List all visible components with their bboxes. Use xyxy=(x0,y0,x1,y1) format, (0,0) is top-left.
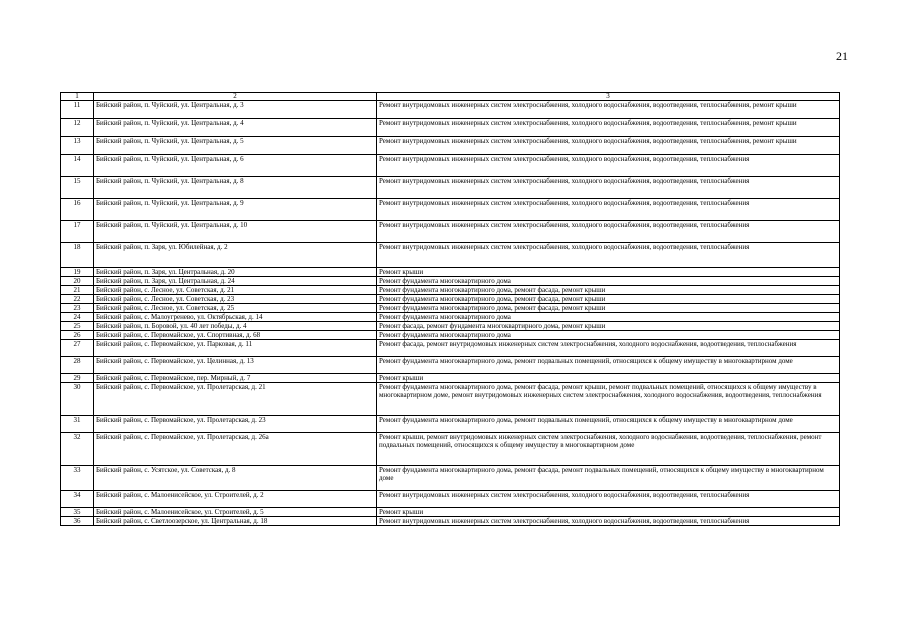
row-number: 25 xyxy=(61,322,94,331)
table-row xyxy=(61,322,840,331)
row-number: 13 xyxy=(61,137,94,155)
row-number: 19 xyxy=(61,268,94,277)
row-address: Бийский район, с. Малоугренево, ул. Октябрьская, д. 14 xyxy=(94,313,377,322)
row-address: Бийский район, с. Лесное, ул. Советская, д. 25 xyxy=(94,304,377,313)
row-number: 29 xyxy=(61,374,94,383)
row-work: Ремонт внутридомовых инженерных систем электроснабжения, холодного водоснабжения, водоотведения, теплоснабжения, ремонт крыши xyxy=(377,101,840,119)
row-address: Бийский район, с. Первомайское, пер. Мирный, д. 7 xyxy=(94,374,377,383)
row-address: Бийский район, с. Светлоозерское, ул. Центральная, д. 18 xyxy=(94,517,377,526)
table-row xyxy=(61,295,840,304)
row-address: Бийский район, с. Лесное, ул. Советская, д. 21 xyxy=(94,286,377,295)
row-address: Бийский район, п. Заря, ул. Центральная, д. 24 xyxy=(94,277,377,286)
row-address: Бийский район, п. Чуйский, ул. Центральная, д. 6 xyxy=(94,155,377,177)
row-work: Ремонт фундамента многоквартирного дома, ремонт фасада, ремонт крыши, ремонт подвальных помещений, относящихся к общему имуществу в многоквартирном доме, ремонт внутридомовых инженерных систем электроснабжения, холодного водоснабжения, водоотведения, теплоснабжения xyxy=(377,383,840,416)
table-row xyxy=(61,286,840,295)
row-number: 23 xyxy=(61,304,94,313)
row-address: Бийский район, с. Первомайское, ул. Целинная, д. 13 xyxy=(94,357,377,374)
table-row xyxy=(61,268,840,277)
row-address: Бийский район, п. Чуйский, ул. Центральная, д. 9 xyxy=(94,199,377,221)
row-work: Ремонт крыши, ремонт внутридомовых инженерных систем электроснабжения, холодного водоснабжения, водоотведения, теплоснабжения, ремонт подвальных помещений, относящихся к общему имуществу в многоквартирном доме xyxy=(377,433,840,466)
row-address: Бийский район, с. Малоенисейское, ул. Строителей, д. 2 xyxy=(94,491,377,508)
row-address: Бийский район, п. Чуйский, ул. Центральная, д. 8 xyxy=(94,177,377,199)
row-work: Ремонт фундамента многоквартирного дома, ремонт фасада, ремонт подвальных помещений, относящихся к общему имуществу в многоквартирном доме xyxy=(377,466,840,491)
row-work: Ремонт фасада, ремонт фундамента многоквартирного дома, ремонт крыши xyxy=(377,322,840,331)
row-work: Ремонт фундамента многоквартирного дома xyxy=(377,331,840,340)
row-number: 26 xyxy=(61,331,94,340)
row-number: 21 xyxy=(61,286,94,295)
row-work: Ремонт внутридомовых инженерных систем электроснабжения, холодного водоснабжения, водоотведения, теплоснабжения xyxy=(377,221,840,243)
row-work: Ремонт фундамента многоквартирного дома, ремонт фасада, ремонт крыши xyxy=(377,295,840,304)
table-row xyxy=(61,374,840,383)
repair-table xyxy=(60,92,840,526)
row-address: Бийский район, п. Заря, ул. Юбилейная, д. 2 xyxy=(94,243,377,268)
row-number: 33 xyxy=(61,466,94,491)
row-address: Бийский район, с. Первомайское, ул. Пролетарская, д. 26а xyxy=(94,433,377,466)
table-row xyxy=(61,304,840,313)
table-row xyxy=(61,416,840,433)
row-work: Ремонт крыши xyxy=(377,508,840,517)
table-row xyxy=(61,517,840,526)
header-col-2: 2 xyxy=(94,93,377,101)
row-number: 30 xyxy=(61,383,94,416)
row-number: 32 xyxy=(61,433,94,466)
row-work: Ремонт фундамента многоквартирного дома, ремонт подвальных помещений, относящихся к общему имуществу в многоквартирном доме xyxy=(377,357,840,374)
row-address: Бийский район, с. Первомайское, ул. Пролетарская, д. 23 xyxy=(94,416,377,433)
row-address: Бийский район, с. Первомайское, ул. Парковая, д. 11 xyxy=(94,340,377,357)
row-work: Ремонт фундамента многоквартирного дома, ремонт фасада, ремонт крыши xyxy=(377,304,840,313)
table-row xyxy=(61,313,840,322)
row-address: Бийский район, п. Чуйский, ул. Центральная, д. 5 xyxy=(94,137,377,155)
row-work: Ремонт фундамента многоквартирного дома xyxy=(377,277,840,286)
row-work: Ремонт внутридомовых инженерных систем электроснабжения, холодного водоснабжения, водоотведения, теплоснабжения xyxy=(377,243,840,268)
row-number: 35 xyxy=(61,508,94,517)
table-row xyxy=(61,155,840,177)
row-number: 34 xyxy=(61,491,94,508)
table-row xyxy=(61,433,840,466)
row-address: Бийский район, п. Боровой, ул. 40 лет победы, д. 4 xyxy=(94,322,377,331)
row-address: Бийский район, с. Первомайское, ул. Пролетарская, д. 21 xyxy=(94,383,377,416)
table-row xyxy=(61,383,840,416)
row-number: 14 xyxy=(61,155,94,177)
table-row xyxy=(61,221,840,243)
row-address: Бийский район, с. Лесное, ул. Советская, д. 23 xyxy=(94,295,377,304)
row-number: 16 xyxy=(61,199,94,221)
header-col-3: 3 xyxy=(377,93,840,101)
row-number: 36 xyxy=(61,517,94,526)
header-col-1: 1 xyxy=(61,93,94,101)
row-address: Бийский район, п. Заря, ул. Центральная, д. 20 xyxy=(94,268,377,277)
row-address: Бийский район, п. Чуйский, ул. Центральная, д. 4 xyxy=(94,119,377,137)
row-work: Ремонт крыши xyxy=(377,268,840,277)
table-row xyxy=(61,177,840,199)
row-number: 12 xyxy=(61,119,94,137)
row-work: Ремонт внутридомовых инженерных систем электроснабжения, холодного водоснабжения, водоотведения, теплоснабжения xyxy=(377,199,840,221)
page-number: 21 xyxy=(836,49,848,63)
row-address: Бийский район, с. Первомайское, ул. Спортивная, д. 68 xyxy=(94,331,377,340)
row-work: Ремонт фундамента многоквартирного дома xyxy=(377,313,840,322)
row-work: Ремонт внутридомовых инженерных систем электроснабжения, холодного водоснабжения, водоотведения, теплоснабжения xyxy=(377,177,840,199)
table-row xyxy=(61,357,840,374)
table-row xyxy=(61,277,840,286)
row-address: Бийский район, п. Чуйский, ул. Центральная, д. 10 xyxy=(94,221,377,243)
row-work: Ремонт внутридомовых инженерных систем электроснабжения, холодного водоснабжения, водоотведения, теплоснабжения xyxy=(377,491,840,508)
row-work: Ремонт фундамента многоквартирного дома, ремонт фасада, ремонт крыши xyxy=(377,286,840,295)
table-row xyxy=(61,243,840,268)
table-row xyxy=(61,340,840,357)
table-row xyxy=(61,137,840,155)
row-work: Ремонт фасада, ремонт внутридомовых инженерных систем электроснабжения, холодного водоснабжения, водоотведения, теплоснабжения xyxy=(377,340,840,357)
row-number: 20 xyxy=(61,277,94,286)
row-number: 15 xyxy=(61,177,94,199)
row-number: 11 xyxy=(61,101,94,119)
row-number: 27 xyxy=(61,340,94,357)
row-work: Ремонт внутридомовых инженерных систем электроснабжения, холодного водоснабжения, водоотведения, теплоснабжения, ремонт крыши xyxy=(377,119,840,137)
row-number: 17 xyxy=(61,221,94,243)
row-work: Ремонт внутридомовых инженерных систем электроснабжения, холодного водоснабжения, водоотведения, теплоснабжения xyxy=(377,155,840,177)
table-row xyxy=(61,119,840,137)
row-number: 18 xyxy=(61,243,94,268)
row-work: Ремонт крыши xyxy=(377,374,840,383)
row-number: 31 xyxy=(61,416,94,433)
row-number: 22 xyxy=(61,295,94,304)
row-work: Ремонт фундамента многоквартирного дома, ремонт подвальных помещений, относящихся к общему имуществу в многоквартирном доме xyxy=(377,416,840,433)
row-address: Бийский район, с. Усятское, ул. Советская, д. 8 xyxy=(94,466,377,491)
table-row xyxy=(61,491,840,508)
row-address: Бийский район, п. Чуйский, ул. Центральная, д. 3 xyxy=(94,101,377,119)
table-row xyxy=(61,508,840,517)
table-row xyxy=(61,466,840,491)
row-work: Ремонт внутридомовых инженерных систем электроснабжения, холодного водоснабжения, водоотведения, теплоснабжения xyxy=(377,517,840,526)
table-row xyxy=(61,331,840,340)
row-work: Ремонт внутридомовых инженерных систем электроснабжения, холодного водоснабжения, водоотведения, теплоснабжения, ремонт крыши xyxy=(377,137,840,155)
row-address: Бийский район, с. Малоенисейское, ул. Строителей, д. 5 xyxy=(94,508,377,517)
table-row xyxy=(61,101,840,119)
table-row xyxy=(61,199,840,221)
table-header-row xyxy=(61,93,840,101)
row-number: 24 xyxy=(61,313,94,322)
row-number: 28 xyxy=(61,357,94,374)
